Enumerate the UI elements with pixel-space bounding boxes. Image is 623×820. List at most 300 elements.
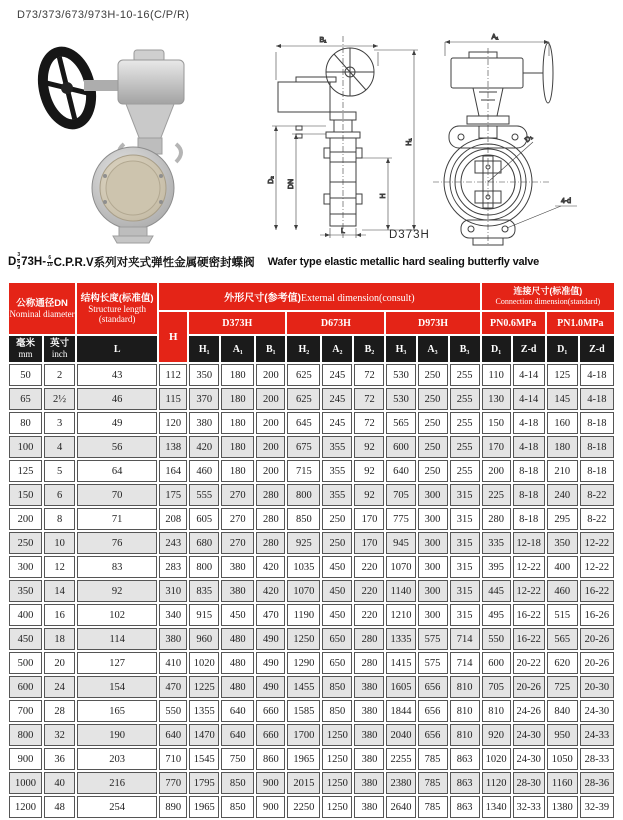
dim-label-d2: D₂ xyxy=(268,176,275,184)
table-cell: 380 xyxy=(354,796,384,818)
table-cell: 8-22 xyxy=(580,508,614,530)
table-cell: 550 xyxy=(159,700,187,722)
table-cell: 70 xyxy=(77,484,157,506)
table-cell: 355 xyxy=(322,484,352,506)
table-cell: 2380 xyxy=(386,772,415,794)
table-cell: 1035 xyxy=(287,556,320,578)
table-row xyxy=(9,532,614,554)
table-cell: 170 xyxy=(354,532,384,554)
table-cell: 20-30 xyxy=(580,676,614,698)
table-cell: 2040 xyxy=(386,724,415,746)
table-row xyxy=(9,580,614,602)
table-cell: 12-22 xyxy=(580,532,614,554)
table-cell: 200 xyxy=(256,364,285,386)
table-cell: 925 xyxy=(287,532,320,554)
table-cell: 250 xyxy=(418,364,448,386)
table-cell: 10 xyxy=(44,532,75,554)
table-cell: 280 xyxy=(482,508,511,530)
table-cell: 180 xyxy=(221,436,254,458)
table-cell: 150 xyxy=(9,484,42,506)
table-cell: 270 xyxy=(221,508,254,530)
table-cell: 480 xyxy=(221,652,254,674)
table-cell: 190 xyxy=(77,724,157,746)
table-cell: 945 xyxy=(386,532,415,554)
header-structure-en2: (standard) xyxy=(98,314,136,324)
table-cell: 2640 xyxy=(386,796,415,818)
table-row xyxy=(9,652,614,674)
table-cell: 890 xyxy=(159,796,187,818)
table-cell: 920 xyxy=(482,724,511,746)
table-cell: 460 xyxy=(189,460,219,482)
header-col-b2: B₂ xyxy=(354,336,384,362)
table-cell: 8-18 xyxy=(513,508,545,530)
table-cell: 1965 xyxy=(287,748,320,770)
header-pn10: PN1.0MPa xyxy=(547,312,614,334)
header-col-a3: A₃ xyxy=(418,336,448,362)
table-cell: 1190 xyxy=(287,604,320,626)
table-cell: 170 xyxy=(482,436,511,458)
table-cell: 840 xyxy=(547,700,578,722)
table-cell: 470 xyxy=(159,676,187,698)
table-cell: 900 xyxy=(256,772,285,794)
table-cell: 72 xyxy=(354,364,384,386)
table-cell: 48 xyxy=(44,796,75,818)
table-cell: 300 xyxy=(418,580,448,602)
header-col-b1: B₁ xyxy=(256,336,285,362)
table-cell: 92 xyxy=(354,460,384,482)
table-cell: 650 xyxy=(322,628,352,650)
table-cell: 180 xyxy=(221,412,254,434)
table-cell: 28-30 xyxy=(513,772,545,794)
table-cell: 8-18 xyxy=(580,436,614,458)
table-cell: 380 xyxy=(221,556,254,578)
table-cell: 315 xyxy=(450,580,480,602)
table-cell: 92 xyxy=(354,436,384,458)
table-row xyxy=(9,724,614,746)
table-cell: 395 xyxy=(482,556,511,578)
table-cell: 1020 xyxy=(482,748,511,770)
header-pn06: PN0.6MPa xyxy=(482,312,545,334)
table-cell: 714 xyxy=(450,652,480,674)
table-cell: 530 xyxy=(386,388,415,410)
table-cell: 46 xyxy=(77,388,157,410)
table-cell: 4-18 xyxy=(580,388,614,410)
header-nominal xyxy=(9,283,75,334)
table-cell: 8-18 xyxy=(580,460,614,482)
table-cell: 1050 xyxy=(547,748,578,770)
header-connection-dimension xyxy=(482,283,614,310)
table-row xyxy=(9,676,614,698)
table-cell: 420 xyxy=(256,556,285,578)
table-cell: 200 xyxy=(256,388,285,410)
table-row xyxy=(9,556,614,578)
table-cell: 450 xyxy=(9,628,42,650)
table-cell: 785 xyxy=(418,748,448,770)
table-cell: 1250 xyxy=(322,772,352,794)
table-cell: 380 xyxy=(159,628,187,650)
table-cell: 380 xyxy=(221,580,254,602)
table-cell: 115 xyxy=(159,388,187,410)
table-cell: 530 xyxy=(386,364,415,386)
heading-prefix: D xyxy=(8,256,17,269)
table-cell: 120 xyxy=(159,412,187,434)
table-cell: 1335 xyxy=(386,628,415,650)
table-cell: 960 xyxy=(189,628,219,650)
table-cell: 480 xyxy=(221,628,254,650)
table-cell: 600 xyxy=(482,652,511,674)
header-model-d973h: D973H xyxy=(386,312,479,334)
table-cell: 315 xyxy=(450,532,480,554)
header-structure-cn: 结构长度(标准值) xyxy=(80,293,154,304)
header-structure-length xyxy=(77,283,157,334)
table-cell: 72 xyxy=(354,388,384,410)
table-cell: 645 xyxy=(287,412,320,434)
table-cell: 100 xyxy=(9,436,42,458)
table-cell: 380 xyxy=(354,748,384,770)
table-cell: 315 xyxy=(450,508,480,530)
header-external-cn: 外形尺寸(参考值) xyxy=(224,292,301,304)
table-cell: 175 xyxy=(159,484,187,506)
table-cell: 1605 xyxy=(386,676,415,698)
table-cell: 114 xyxy=(77,628,157,650)
table-cell: 24-30 xyxy=(513,748,545,770)
table-cell: 575 xyxy=(418,652,448,674)
table-cell: 24-33 xyxy=(580,724,614,746)
table-cell: 4-18 xyxy=(513,436,545,458)
header-col-inch xyxy=(44,336,75,362)
table-cell: 915 xyxy=(189,604,219,626)
stack-digit: 9 xyxy=(17,265,21,271)
table-cell: 680 xyxy=(189,532,219,554)
dim-label-b1: B₁ xyxy=(319,37,327,44)
table-cell: 150 xyxy=(482,412,511,434)
table-cell: 4-18 xyxy=(580,364,614,386)
table-cell: 500 xyxy=(9,652,42,674)
table-cell: 250 xyxy=(418,412,448,434)
table-cell: 24-30 xyxy=(580,700,614,722)
table-cell: 4 xyxy=(44,436,75,458)
table-cell: 640 xyxy=(221,724,254,746)
table-cell: 208 xyxy=(159,508,187,530)
table-cell: 450 xyxy=(221,604,254,626)
table-cell: 1415 xyxy=(386,652,415,674)
stack-digit: 6 xyxy=(48,255,52,262)
table-cell: 200 xyxy=(256,436,285,458)
table-cell: 350 xyxy=(547,532,578,554)
table-cell: 1250 xyxy=(322,724,352,746)
table-cell: 863 xyxy=(450,748,480,770)
table-cell: 1000 xyxy=(9,772,42,794)
table-cell: 2 xyxy=(44,364,75,386)
table-cell: 340 xyxy=(159,604,187,626)
table-row xyxy=(9,460,614,482)
table-cell: 250 xyxy=(418,436,448,458)
table-cell: 1290 xyxy=(287,652,320,674)
table-cell: 1020 xyxy=(189,652,219,674)
header-model-d373h: D373H xyxy=(189,312,285,334)
table-cell: 200 xyxy=(256,412,285,434)
valve-photo xyxy=(12,36,230,246)
table-cell: 1585 xyxy=(287,700,320,722)
table-cell: 71 xyxy=(77,508,157,530)
table-cell: 220 xyxy=(354,580,384,602)
table-cell: 1355 xyxy=(189,700,219,722)
table-cell: 515 xyxy=(547,604,578,626)
table-cell: 245 xyxy=(322,388,352,410)
table-cell: 8-18 xyxy=(513,460,545,482)
table-cell: 56 xyxy=(77,436,157,458)
table-cell: 600 xyxy=(9,676,42,698)
table-cell: 43 xyxy=(77,364,157,386)
table-cell: 625 xyxy=(287,364,320,386)
table-row xyxy=(9,796,614,818)
table-cell: 600 xyxy=(386,436,415,458)
table-cell: 64 xyxy=(77,460,157,482)
table-cell: 1380 xyxy=(547,796,578,818)
header-col-h3: H₃ xyxy=(386,336,415,362)
table-cell: 16-22 xyxy=(513,604,545,626)
table-row xyxy=(9,412,614,434)
table-row xyxy=(9,508,614,530)
table-cell: 380 xyxy=(189,412,219,434)
heading-cn: C.P.R.V系列对夹式弹性金属硬密封蝶阀 xyxy=(53,257,255,270)
table-cell: 490 xyxy=(256,676,285,698)
table-cell: 250 xyxy=(418,460,448,482)
table-cell: 2015 xyxy=(287,772,320,794)
table-cell: 810 xyxy=(450,676,480,698)
table-row xyxy=(9,700,614,722)
header-model-d673h: D673H xyxy=(287,312,384,334)
table-cell: 250 xyxy=(322,508,352,530)
table-cell: 700 xyxy=(9,700,42,722)
table-cell: 656 xyxy=(418,724,448,746)
table-cell: 280 xyxy=(256,508,285,530)
table-cell: 6 xyxy=(44,484,75,506)
dim-label-h1: H₁ xyxy=(406,138,413,146)
table-cell: 4-18 xyxy=(513,412,545,434)
side-view-drawing xyxy=(266,30,431,242)
stack-digit: 6 xyxy=(17,258,21,265)
table-cell: 660 xyxy=(256,724,285,746)
table-cell: 315 xyxy=(450,484,480,506)
table-cell: 370 xyxy=(189,388,219,410)
header-col-b3: B₃ xyxy=(450,336,480,362)
table-cell: 200 xyxy=(482,460,511,482)
table-cell: 255 xyxy=(450,388,480,410)
table-cell: 640 xyxy=(159,724,187,746)
table-cell: 1120 xyxy=(482,772,511,794)
header-connection-cn: 连接尺寸(标准值) xyxy=(513,286,583,296)
table-cell: 1250 xyxy=(322,796,352,818)
table-cell: 300 xyxy=(418,484,448,506)
table-cell: 16-26 xyxy=(580,604,614,626)
header-col-h1: H₁ xyxy=(189,336,219,362)
header-col-d1-pn06: D₁ xyxy=(482,336,511,362)
table-cell: 20-26 xyxy=(513,676,545,698)
table-cell: 8-18 xyxy=(580,412,614,434)
heading-pn-stack xyxy=(47,256,53,268)
table-cell: 20-26 xyxy=(580,628,614,650)
table-cell: 138 xyxy=(159,436,187,458)
table-cell: 705 xyxy=(482,676,511,698)
table-cell: 40 xyxy=(44,772,75,794)
table-cell: 300 xyxy=(418,604,448,626)
valve-photo-graphic xyxy=(12,36,230,246)
table-cell: 32 xyxy=(44,724,75,746)
table-cell: 355 xyxy=(322,460,352,482)
heading-en: Wafer type elastic metallic hard sealing butterfly valve xyxy=(267,256,540,269)
table-cell: 2½ xyxy=(44,388,75,410)
front-view-drawing xyxy=(431,30,617,248)
table-cell: 24 xyxy=(44,676,75,698)
table-cell: 170 xyxy=(354,508,384,530)
table-cell: 8 xyxy=(44,508,75,530)
dim-label-4d: 4-d xyxy=(560,198,572,205)
header-col-h: H xyxy=(159,312,187,362)
table-row xyxy=(9,604,614,626)
table-cell: 20-26 xyxy=(580,652,614,674)
table-cell: 350 xyxy=(9,580,42,602)
table-cell: 860 xyxy=(256,748,285,770)
table-cell: 410 xyxy=(159,652,187,674)
table-cell: 810 xyxy=(482,700,511,722)
table-cell: 220 xyxy=(354,604,384,626)
table-cell: 160 xyxy=(547,412,578,434)
table-cell: 280 xyxy=(354,652,384,674)
header-nominal-cn: 公称通径DN xyxy=(16,298,68,309)
table-cell: 3 xyxy=(44,412,75,434)
col-mm-en: mm xyxy=(18,349,33,359)
table-cell: 850 xyxy=(322,676,352,698)
table-cell: 450 xyxy=(322,604,352,626)
table-cell: 450 xyxy=(322,580,352,602)
table-cell: 270 xyxy=(221,532,254,554)
table-cell: 50 xyxy=(9,364,42,386)
table-cell: 72 xyxy=(354,412,384,434)
header-structure-en1: Structure length xyxy=(88,304,147,314)
table-cell: 110 xyxy=(482,364,511,386)
dim-label-a1: A₁ xyxy=(491,34,499,41)
table-cell: 300 xyxy=(418,508,448,530)
table-cell: 255 xyxy=(450,460,480,482)
table-cell: 625 xyxy=(287,388,320,410)
table-cell: 640 xyxy=(221,700,254,722)
spec-table-head xyxy=(9,283,614,362)
table-cell: 154 xyxy=(77,676,157,698)
table-cell: 380 xyxy=(354,724,384,746)
table-cell: 216 xyxy=(77,772,157,794)
table-cell: 810 xyxy=(450,700,480,722)
table-row xyxy=(9,628,614,650)
table-cell: 1340 xyxy=(482,796,511,818)
header-connection-en: Connection dimension(standard) xyxy=(495,297,601,306)
table-cell: 255 xyxy=(450,364,480,386)
table-cell: 420 xyxy=(189,436,219,458)
table-cell: 102 xyxy=(77,604,157,626)
header-nominal-en: Nominal diameter xyxy=(9,309,75,319)
table-cell: 565 xyxy=(386,412,415,434)
table-cell: 715 xyxy=(287,460,320,482)
header-col-zd-pn06: Z-d xyxy=(513,336,545,362)
table-cell: 28-36 xyxy=(580,772,614,794)
table-cell: 76 xyxy=(77,532,157,554)
dim-label-dn: DN xyxy=(288,178,295,190)
table-cell: 1455 xyxy=(287,676,320,698)
table-row xyxy=(9,436,614,458)
table-cell: 125 xyxy=(9,460,42,482)
header-external-dimension xyxy=(159,283,479,310)
table-cell: 180 xyxy=(221,364,254,386)
header-col-l: L xyxy=(77,336,157,362)
table-cell: 12-22 xyxy=(513,556,545,578)
page-title-code: D73/373/673/973H-10-16(C/P/R) xyxy=(17,9,190,21)
table-cell: 835 xyxy=(189,580,219,602)
stack-digit: 3 xyxy=(17,252,21,258)
table-cell: 300 xyxy=(418,556,448,578)
table-cell: 1250 xyxy=(287,628,320,650)
table-cell: 470 xyxy=(256,604,285,626)
spec-table-body xyxy=(9,364,614,818)
table-cell: 785 xyxy=(418,796,448,818)
table-cell: 295 xyxy=(547,508,578,530)
table-cell: 714 xyxy=(450,628,480,650)
table-cell: 250 xyxy=(418,388,448,410)
table-cell: 125 xyxy=(547,364,578,386)
front-view-graphic xyxy=(431,30,617,248)
table-cell: 810 xyxy=(450,724,480,746)
header-col-h2: H₂ xyxy=(287,336,320,362)
table-cell: 950 xyxy=(547,724,578,746)
table-cell: 245 xyxy=(322,412,352,434)
table-cell: 255 xyxy=(450,412,480,434)
table-cell: 800 xyxy=(9,724,42,746)
table-cell: 900 xyxy=(256,796,285,818)
table-cell: 283 xyxy=(159,556,187,578)
header-external-en: External dimension(consult) xyxy=(300,292,415,304)
table-cell: 24-30 xyxy=(513,724,545,746)
table-cell: 640 xyxy=(386,460,415,482)
header-col-a2: A₂ xyxy=(322,336,352,362)
table-row xyxy=(9,364,614,386)
table-cell: 380 xyxy=(354,676,384,698)
table-cell: 180 xyxy=(221,460,254,482)
table-cell: 220 xyxy=(354,556,384,578)
table-cell: 92 xyxy=(354,484,384,506)
table-cell: 315 xyxy=(450,556,480,578)
table-cell: 725 xyxy=(547,676,578,698)
table-cell: 200 xyxy=(256,460,285,482)
table-cell: 1795 xyxy=(189,772,219,794)
table-cell: 605 xyxy=(189,508,219,530)
drawing-caption: D373H xyxy=(389,229,430,241)
table-cell: 20 xyxy=(44,652,75,674)
table-cell: 1470 xyxy=(189,724,219,746)
table-cell: 225 xyxy=(482,484,511,506)
dim-label-h: H xyxy=(380,193,387,199)
table-cell: 5 xyxy=(44,460,75,482)
table-cell: 164 xyxy=(159,460,187,482)
table-cell: 250 xyxy=(9,532,42,554)
table-cell: 420 xyxy=(256,580,285,602)
table-cell: 165 xyxy=(77,700,157,722)
table-cell: 656 xyxy=(418,700,448,722)
table-cell: 210 xyxy=(547,460,578,482)
table-cell: 445 xyxy=(482,580,511,602)
table-cell: 4-14 xyxy=(513,364,545,386)
dim-label-d1: D₁ xyxy=(523,133,535,144)
table-cell: 1225 xyxy=(189,676,219,698)
table-cell: 660 xyxy=(256,700,285,722)
